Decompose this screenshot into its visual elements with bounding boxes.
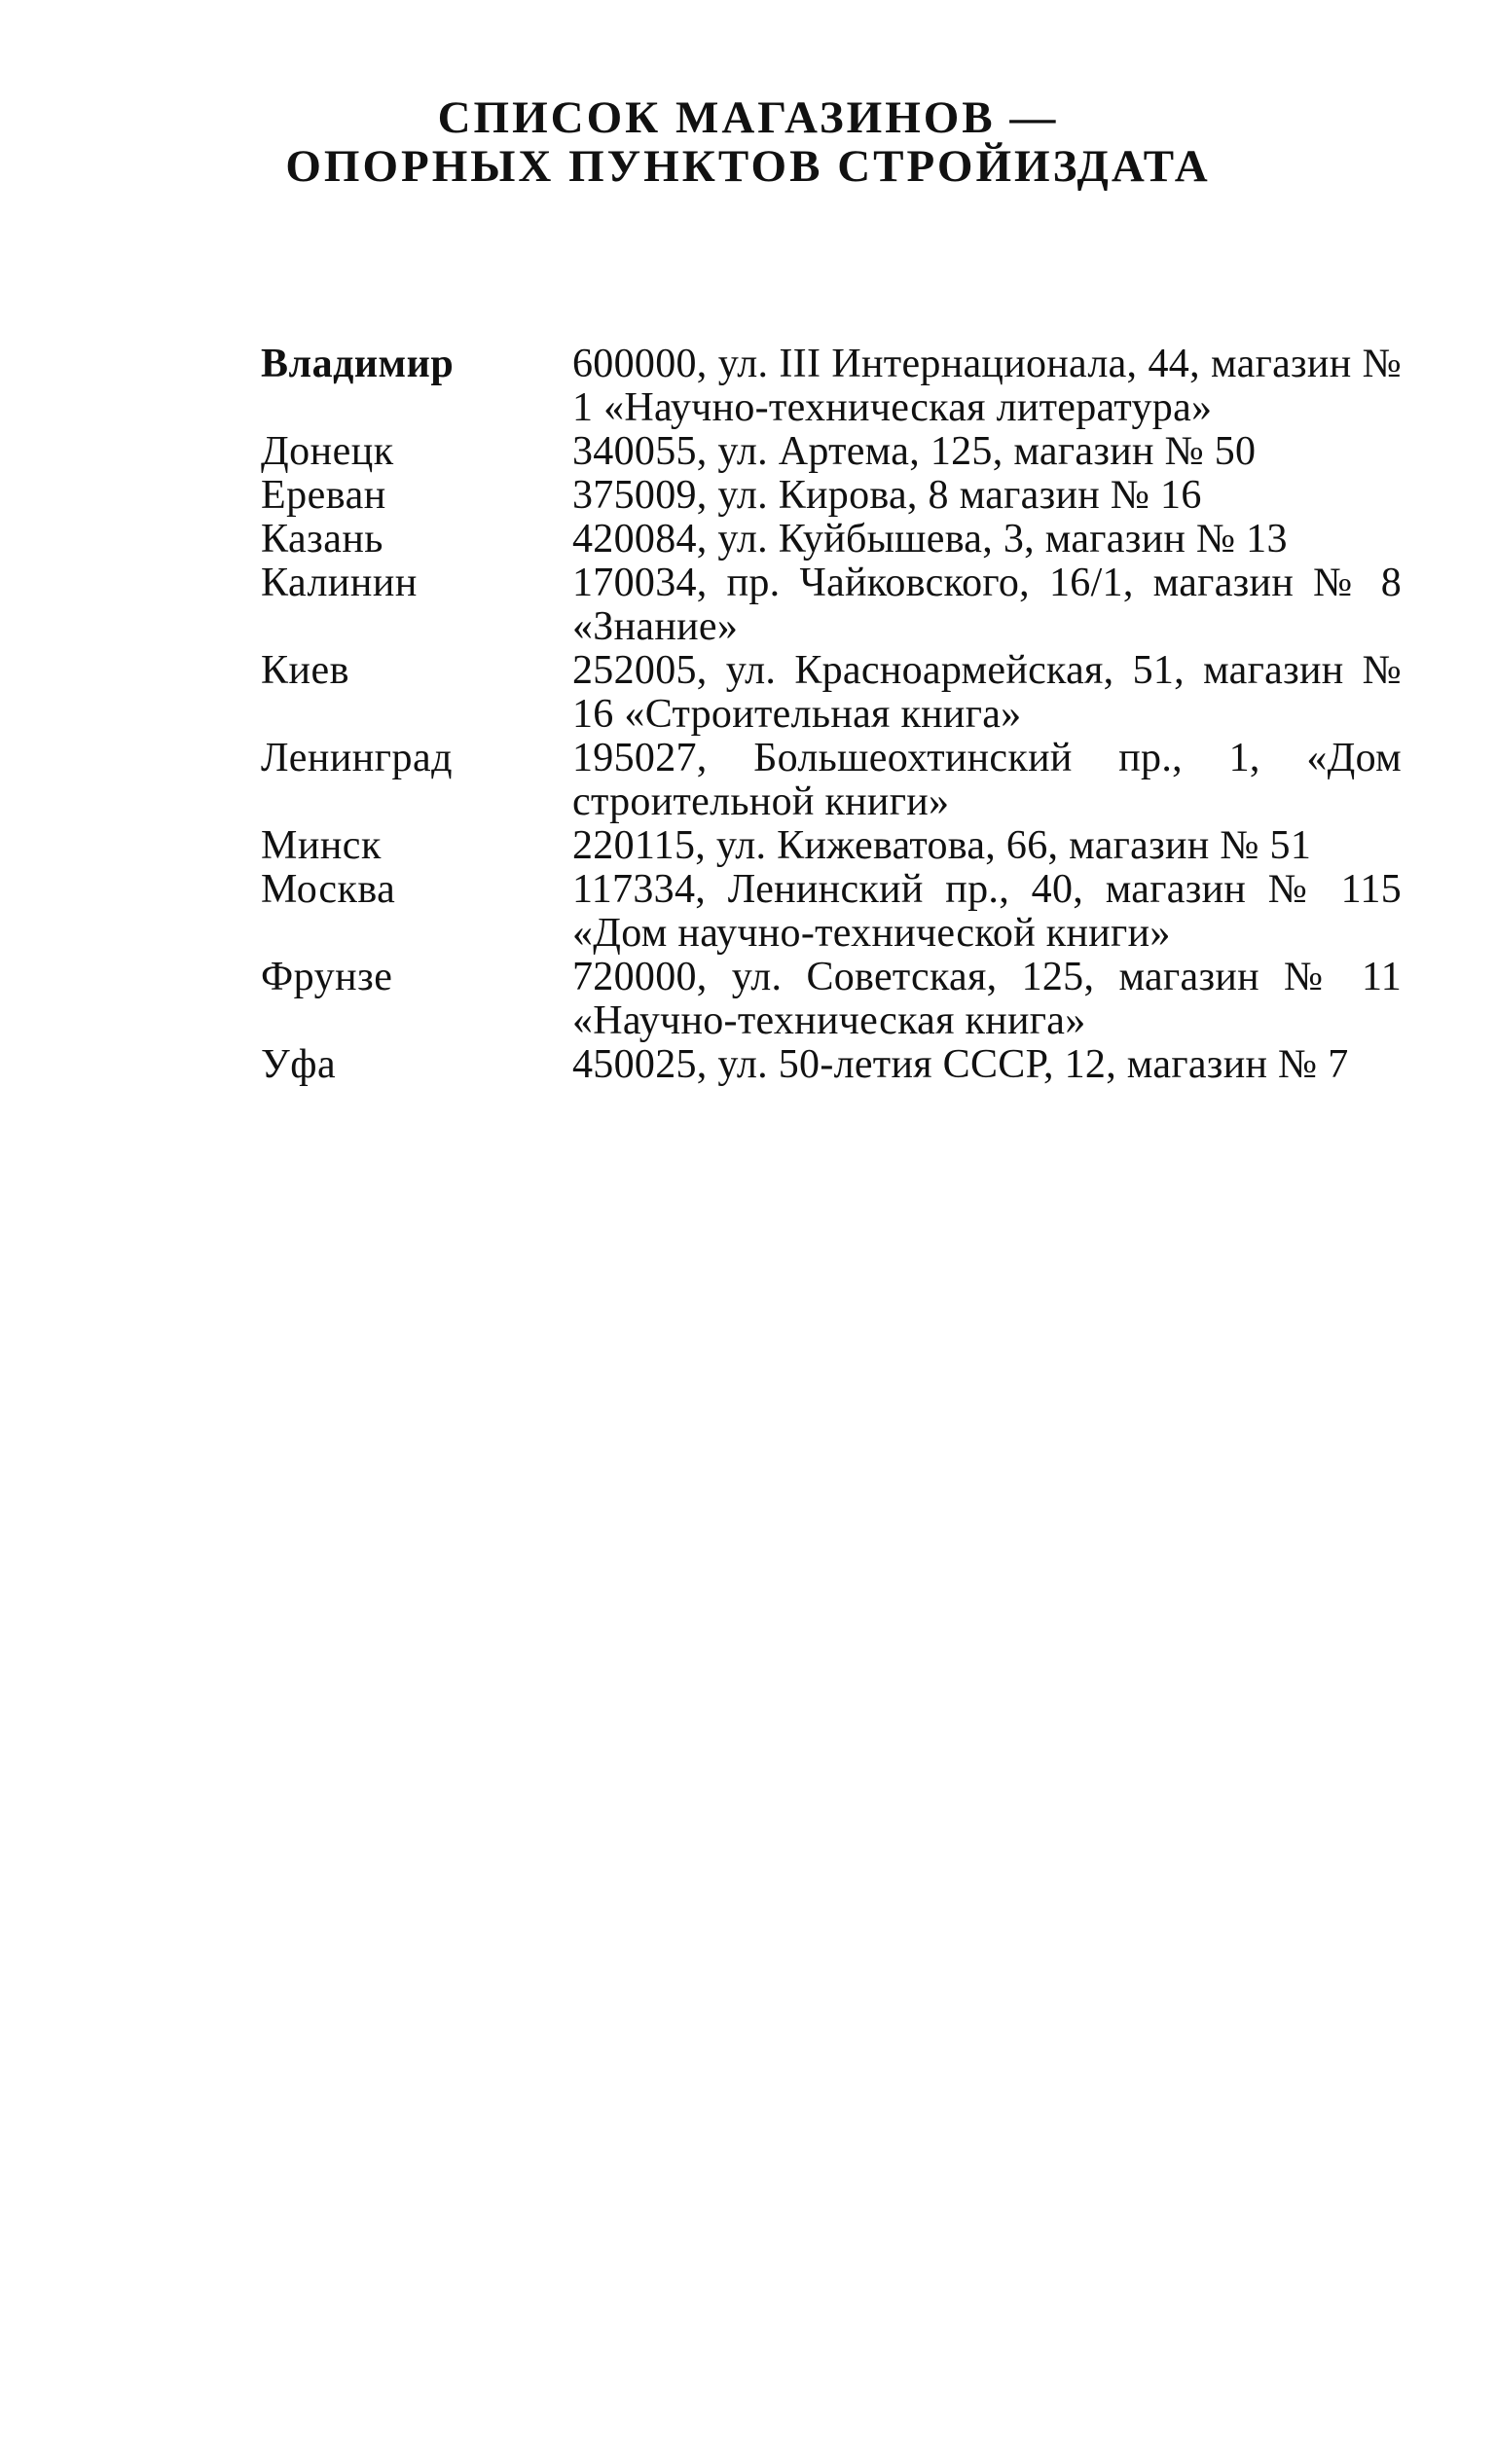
store-city: Казань	[261, 517, 383, 562]
page-title	[0, 93, 1496, 191]
store-entry	[261, 343, 1402, 430]
store-entry	[261, 868, 1402, 956]
store-address: 450025, ул. 50-летия СССР, 12, магазин № 7	[572, 1042, 1349, 1087]
store-address: 720000, ул. Советская, 125, магазин № 11 «Научно-техническая книга»	[572, 955, 1402, 1043]
store-entry	[261, 737, 1402, 824]
store-entry	[261, 956, 1402, 1043]
store-address: 117334, Ленинский пр., 40, магазин № 115 «Дом научно-технической книги»	[572, 867, 1402, 956]
store-address: 420084, ул. Куйбышева, 3, магазин № 13	[572, 517, 1288, 562]
store-address: 375009, ул. Кирова, 8 магазин № 16	[572, 473, 1202, 518]
store-city: Фрунзе	[261, 955, 393, 999]
store-address: 220115, ул. Кижеватова, 66, магазин № 51	[572, 823, 1312, 868]
store-city: Киев	[261, 648, 349, 693]
store-list	[261, 343, 1402, 1087]
title-line-2: ОПОРНЫХ ПУНКТОВ СТРОЙИЗДАТА	[285, 141, 1211, 192]
store-address: 600000, ул. III Интернационала, 44, магазин № 1 «Научно-техническая литература»	[572, 342, 1402, 430]
store-city: Уфа	[261, 1042, 337, 1087]
store-entry	[261, 430, 1402, 474]
store-entry	[261, 518, 1402, 562]
store-entry	[261, 1043, 1402, 1087]
store-address: 195027, Большеохтинский пр., 1, «Дом строительной книги»	[572, 736, 1402, 824]
store-city: Владимир	[261, 342, 455, 386]
store-city: Донецк	[261, 429, 394, 474]
store-entry	[261, 649, 1402, 737]
title-line-1: СПИСОК МАГАЗИНОВ —	[437, 92, 1059, 143]
store-city: Москва	[261, 867, 396, 912]
store-city: Ереван	[261, 473, 386, 518]
store-address: 340055, ул. Артема, 125, магазин № 50	[572, 429, 1257, 474]
store-address: 170034, пр. Чайковского, 16/1, магазин № 8 «Знание»	[572, 561, 1402, 649]
store-city: Минск	[261, 823, 382, 868]
store-address: 252005, ул. Красноармейская, 51, магазин № 16 «Строительная книга»	[572, 648, 1402, 737]
store-entry	[261, 562, 1402, 649]
store-city: Калинин	[261, 561, 418, 605]
store-entry	[261, 824, 1402, 868]
store-entry	[261, 474, 1402, 518]
store-city: Ленинград	[261, 736, 454, 780]
